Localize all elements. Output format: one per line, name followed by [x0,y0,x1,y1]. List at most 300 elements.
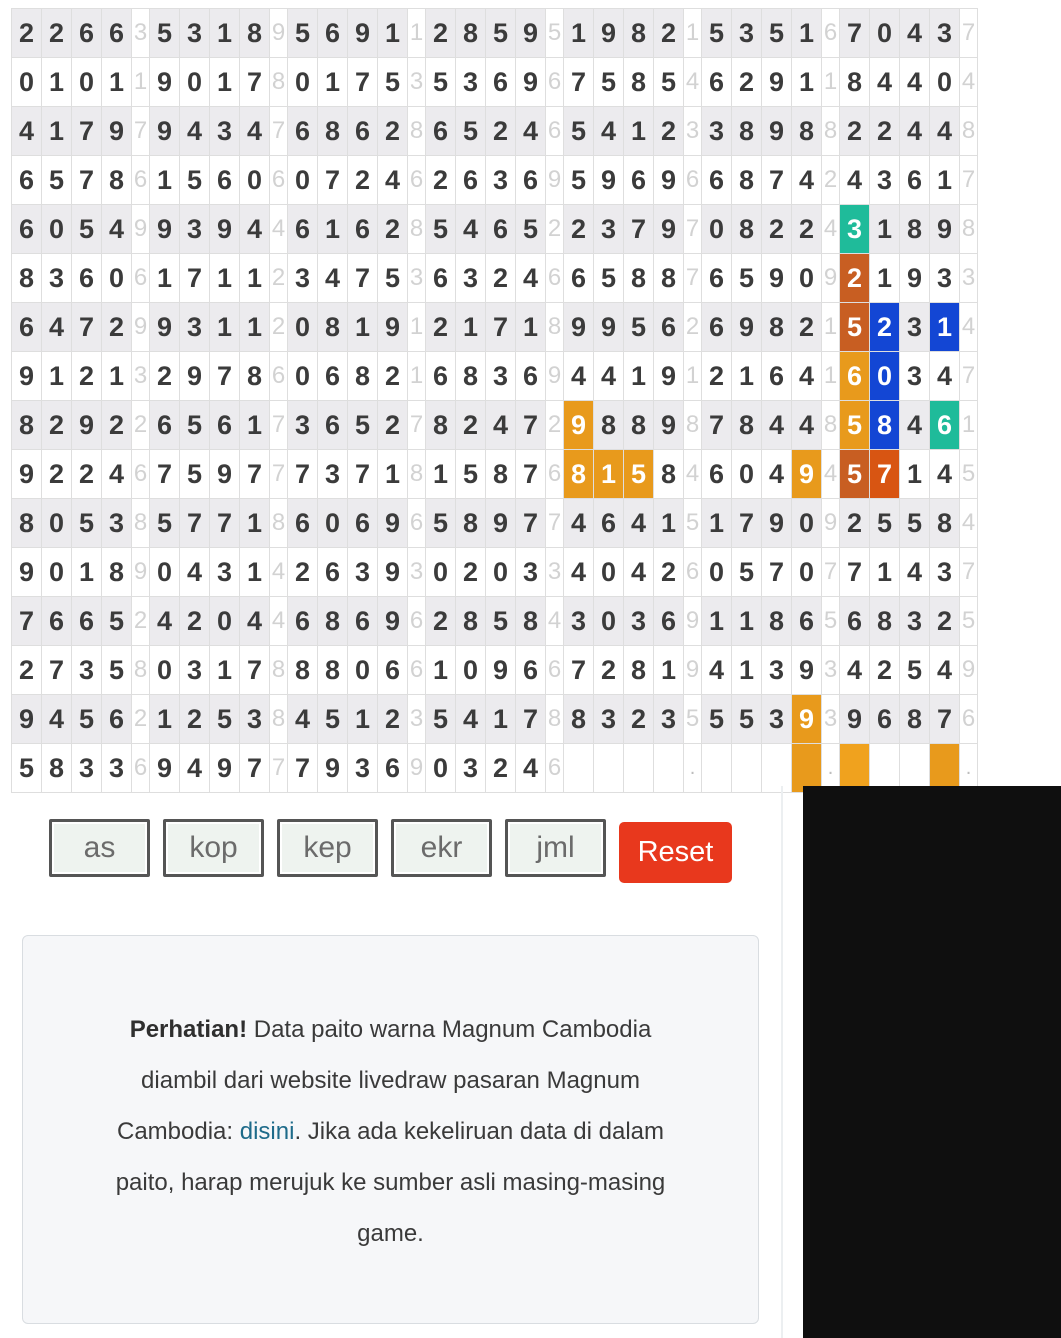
digit-cell: 9 [564,401,594,450]
digit-cell: 7 [516,401,546,450]
digit-cell: 2 [654,107,684,156]
separator-cell: 3 [408,548,426,597]
digit-cell: 4 [930,646,960,695]
digit-cell: 8 [930,499,960,548]
digit-cell: 6 [318,401,348,450]
separator-cell: 2 [270,303,288,352]
digit-cell: 2 [426,9,456,58]
digit-cell: 5 [564,156,594,205]
digit-cell: 8 [624,58,654,107]
digit-cell: 0 [240,156,270,205]
digit-cell: 6 [72,597,102,646]
digit-cell: 2 [426,597,456,646]
digit-cell: 4 [792,352,822,401]
separator-cell: 7 [684,254,702,303]
digit-cell: 5 [426,695,456,744]
digit-cell: 2 [378,205,408,254]
digit-cell: 5 [210,695,240,744]
notice-link[interactable]: disini [239,1118,295,1145]
digit-cell: 7 [624,205,654,254]
digit-cell: 9 [318,744,348,793]
digit-cell: 5 [486,9,516,58]
digit-cell: 6 [42,597,72,646]
digit-cell: 7 [72,303,102,352]
digit-cell: 8 [732,205,762,254]
digit-cell: 2 [654,548,684,597]
digit-cell: 1 [150,254,180,303]
separator-cell: 4 [546,597,564,646]
separator-cell: 7 [960,548,978,597]
separator-cell: 2 [132,597,150,646]
digit-cell: 2 [378,107,408,156]
digit-cell: 7 [516,450,546,499]
digit-cell: 0 [594,597,624,646]
digit-cell: 9 [516,9,546,58]
separator-cell: 4 [960,58,978,107]
digit-cell: 1 [318,205,348,254]
table-row [12,401,978,450]
kep-button[interactable]: kep [277,819,378,877]
digit-cell: 5 [702,695,732,744]
digit-cell: 1 [870,254,900,303]
digit-cell: 6 [702,450,732,499]
digit-cell: 1 [900,450,930,499]
digit-cell: 9 [930,205,960,254]
digit-cell: 5 [456,450,486,499]
digit-cell: 8 [516,597,546,646]
digit-cell: 9 [180,352,210,401]
separator-cell: 3 [822,646,840,695]
divider [781,786,783,1338]
digit-cell: 6 [654,597,684,646]
digit-cell: 2 [624,695,654,744]
digit-cell: 1 [624,107,654,156]
digit-cell: 6 [318,548,348,597]
digit-cell: 9 [210,450,240,499]
digit-cell: 9 [654,352,684,401]
digit-cell: 7 [564,646,594,695]
table-row [12,646,978,695]
separator-cell: 3 [132,9,150,58]
digit-cell: 8 [732,156,762,205]
digit-cell: 9 [900,254,930,303]
table-row [12,499,978,548]
separator-cell: 2 [546,205,564,254]
digit-cell: 7 [840,9,870,58]
separator-cell: 2 [822,156,840,205]
digit-cell: 9 [150,205,180,254]
digit-cell: 5 [426,58,456,107]
separator-cell: 7 [822,548,840,597]
digit-cell: 8 [594,401,624,450]
digit-cell: 9 [150,303,180,352]
digit-cell: 3 [180,646,210,695]
digit-cell: 3 [702,107,732,156]
table-row [12,352,978,401]
digit-cell: 1 [210,646,240,695]
separator-cell: 5 [822,597,840,646]
table-row [12,156,978,205]
separator-cell: 8 [132,499,150,548]
digit-cell: 4 [240,205,270,254]
digit-cell: 4 [42,303,72,352]
digit-cell: 0 [792,548,822,597]
digit-cell: 8 [762,597,792,646]
digit-cell: 1 [348,695,378,744]
digit-cell: 0 [594,548,624,597]
digit-cell: 6 [840,597,870,646]
digit-cell: 8 [624,9,654,58]
digit-cell: 2 [42,9,72,58]
digit-cell: 3 [732,9,762,58]
separator-cell: 3 [408,695,426,744]
digit-cell: 3 [102,744,132,793]
digit-cell: 8 [900,695,930,744]
digit-cell: 0 [288,352,318,401]
digit-cell: 6 [702,58,732,107]
digit-cell: 2 [102,401,132,450]
table-row [12,254,978,303]
digit-cell: 4 [288,695,318,744]
digit-cell: 9 [564,303,594,352]
digit-cell: 7 [702,401,732,450]
digit-cell: 2 [150,352,180,401]
notice-text-1: Data paito warna Magnum Cambodia diambil dari website livedraw pasaran Magnum Cambodia: [117,1016,652,1145]
digit-cell: 4 [930,450,960,499]
separator-cell: 8 [270,695,288,744]
digit-cell: 5 [594,58,624,107]
digit-cell: 6 [516,352,546,401]
separator-cell: 6 [546,58,564,107]
digit-cell: 4 [102,205,132,254]
digit-cell: 8 [318,597,348,646]
digit-cell: 6 [870,695,900,744]
black-panel [803,786,1061,1338]
separator-cell: 6 [822,9,840,58]
digit-cell: 1 [378,9,408,58]
digit-cell: 6 [624,156,654,205]
digit-cell: 1 [870,205,900,254]
digit-cell: 4 [594,107,624,156]
digit-cell: 2 [72,450,102,499]
separator-cell: 9 [960,646,978,695]
separator-cell: 4 [822,450,840,499]
separator-cell: 9 [822,254,840,303]
digit-cell: 1 [102,352,132,401]
digit-cell: 8 [624,646,654,695]
separator-cell: 9 [684,597,702,646]
digit-cell [732,744,762,793]
digit-cell: 6 [840,352,870,401]
digit-cell: 6 [288,107,318,156]
digit-cell: 4 [792,156,822,205]
digit-cell: 8 [870,401,900,450]
digit-cell: 3 [180,9,210,58]
digit-cell: 6 [378,744,408,793]
digit-cell: 8 [12,499,42,548]
digit-cell: 6 [486,205,516,254]
digit-cell: 6 [288,597,318,646]
digit-cell: 9 [12,352,42,401]
separator-cell: 7 [270,744,288,793]
digit-cell: 6 [150,401,180,450]
digit-cell: 4 [900,548,930,597]
digit-cell: 0 [12,58,42,107]
digit-cell: 9 [348,9,378,58]
separator-cell: 1 [960,401,978,450]
digit-cell: 5 [150,9,180,58]
digit-cell: 1 [150,695,180,744]
digit-cell: 3 [288,254,318,303]
digit-cell: 8 [456,352,486,401]
digit-cell: 4 [456,205,486,254]
digit-cell: 5 [72,499,102,548]
digit-cell: 4 [900,107,930,156]
table-row [12,695,978,744]
digit-cell: 1 [210,303,240,352]
separator-cell: 7 [546,499,564,548]
reset-button[interactable]: Reset [619,822,732,883]
digit-cell: 5 [426,499,456,548]
digit-cell: 2 [378,695,408,744]
digit-cell: 1 [930,156,960,205]
digit-cell: 8 [624,401,654,450]
digit-cell: 7 [930,695,960,744]
digit-cell: 8 [654,254,684,303]
digit-cell: 5 [180,450,210,499]
digit-cell: 2 [426,156,456,205]
separator-cell: 8 [822,107,840,156]
digit-cell: 3 [72,744,102,793]
separator-cell: 7 [270,450,288,499]
digit-cell: 0 [150,548,180,597]
digit-cell: 4 [42,695,72,744]
digit-cell: 0 [150,646,180,695]
separator-cell: 6 [132,156,150,205]
digit-cell: 2 [486,744,516,793]
digit-cell: 3 [210,107,240,156]
digit-cell: 6 [12,156,42,205]
digit-cell: 2 [426,303,456,352]
digit-cell: 5 [426,205,456,254]
separator-cell: 9 [132,303,150,352]
digit-cell: 8 [654,450,684,499]
separator-cell: 5 [960,450,978,499]
digit-cell: 9 [762,254,792,303]
separator-cell: 5 [546,9,564,58]
as-button[interactable]: as [49,819,150,877]
digit-cell: 8 [240,352,270,401]
digit-cell [762,744,792,793]
digit-cell: 5 [456,107,486,156]
table-row [12,107,978,156]
digit-cell: 3 [210,548,240,597]
digit-cell: 2 [792,303,822,352]
digit-cell: 7 [516,695,546,744]
digit-cell: 5 [594,254,624,303]
digit-cell: 9 [12,450,42,499]
digit-cell: 1 [426,450,456,499]
digit-cell: 1 [456,303,486,352]
table-row [12,205,978,254]
digit-cell: 2 [12,646,42,695]
separator-cell: 9 [546,352,564,401]
digit-cell: 9 [150,744,180,793]
digit-cell: 8 [456,597,486,646]
digit-cell: 5 [378,254,408,303]
digit-cell: 3 [900,303,930,352]
separator-cell: 8 [546,303,564,352]
digit-cell: 0 [42,499,72,548]
digit-cell: 5 [348,401,378,450]
separator-cell: 1 [408,9,426,58]
digit-cell: 8 [456,9,486,58]
digit-cell [654,744,684,793]
separator-cell: 3 [960,254,978,303]
digit-cell: 2 [792,205,822,254]
digit-cell: 1 [792,58,822,107]
separator-cell: 8 [270,499,288,548]
digit-cell: 7 [240,646,270,695]
separator-cell: 6 [132,254,150,303]
digit-cell: 7 [210,352,240,401]
separator-cell: 3 [822,695,840,744]
digit-cell: 6 [348,205,378,254]
digit-cell: 0 [702,548,732,597]
digit-cell: 1 [240,401,270,450]
separator-cell: 8 [408,205,426,254]
separator-cell: 3 [408,58,426,107]
digit-cell: 7 [72,107,102,156]
separator-cell: 7 [960,156,978,205]
digit-cell: 2 [378,352,408,401]
separator-cell: 6 [960,695,978,744]
digit-cell: 6 [72,9,102,58]
separator-cell: 8 [546,695,564,744]
digit-cell: 0 [42,205,72,254]
digit-cell: 3 [456,744,486,793]
digit-cell: 1 [654,499,684,548]
notice-text-2: . Jika ada kekeliruan data di dalam paito, harap merujuk ke sumber asli masing-masing game. [115,1118,666,1247]
digit-cell: 6 [930,401,960,450]
digit-cell: 0 [792,254,822,303]
digit-cell: 9 [792,695,822,744]
digit-cell: 6 [348,597,378,646]
digit-cell: 5 [102,646,132,695]
digit-cell: 3 [348,548,378,597]
digit-cell: 1 [702,597,732,646]
digit-cell: 9 [792,646,822,695]
digit-cell: 5 [12,744,42,793]
digit-cell: 4 [900,58,930,107]
digit-cell: 6 [12,303,42,352]
digit-cell: 5 [318,695,348,744]
digit-cell: 7 [288,450,318,499]
ekr-button[interactable]: ekr [391,819,492,877]
separator-cell: 4 [822,205,840,254]
digit-cell: 4 [150,597,180,646]
digit-cell: 0 [426,744,456,793]
separator-cell: 4 [270,205,288,254]
table-row [12,597,978,646]
digit-cell: 0 [288,58,318,107]
digit-cell: 2 [840,107,870,156]
digit-cell: 8 [624,254,654,303]
digit-cell: 9 [378,548,408,597]
digit-cell: 4 [762,450,792,499]
digit-cell: 0 [318,499,348,548]
digit-cell: 1 [378,450,408,499]
separator-cell: 6 [408,597,426,646]
digit-cell: 8 [12,254,42,303]
digit-cell: 2 [870,107,900,156]
digit-cell: 2 [72,352,102,401]
digit-cell: 5 [42,156,72,205]
separator-cell: 1 [822,352,840,401]
digit-cell: 8 [318,303,348,352]
digit-cell: 6 [102,9,132,58]
digit-cell: 1 [210,58,240,107]
digit-cell: 4 [792,401,822,450]
kop-button[interactable]: kop [163,819,264,877]
digit-cell: 4 [840,646,870,695]
digit-cell: 0 [732,450,762,499]
digit-cell: 3 [594,695,624,744]
table-row [12,450,978,499]
digit-cell: 4 [900,401,930,450]
digit-cell: 3 [180,303,210,352]
digit-cell: 8 [900,205,930,254]
digit-cell: 4 [240,107,270,156]
separator-cell: 9 [546,156,564,205]
digit-cell: 7 [72,156,102,205]
digit-cell: 1 [594,450,624,499]
separator-cell: 4 [960,499,978,548]
digit-cell: 5 [72,695,102,744]
separator-cell: 1 [408,352,426,401]
separator-cell: 6 [546,450,564,499]
separator-cell: 7 [960,352,978,401]
digit-cell: 2 [702,352,732,401]
digit-cell: 3 [870,156,900,205]
digit-cell: 6 [348,107,378,156]
digit-cell: 0 [72,58,102,107]
separator-cell: 1 [822,58,840,107]
digit-cell: 4 [564,352,594,401]
digit-cell: 4 [564,548,594,597]
digit-cell: 4 [930,352,960,401]
digit-cell: 8 [456,499,486,548]
digit-cell: 1 [240,548,270,597]
digit-cell: 3 [840,205,870,254]
separator-cell: 6 [132,450,150,499]
digit-cell: 8 [102,156,132,205]
digit-cell: 5 [180,156,210,205]
separator-cell: 8 [822,401,840,450]
digit-cell: 9 [210,744,240,793]
separator-cell: 5 [960,597,978,646]
separator-cell: 6 [408,646,426,695]
digit-cell: 7 [288,744,318,793]
digit-cell: 1 [426,646,456,695]
digit-cell: 8 [288,646,318,695]
digit-cell: 4 [378,156,408,205]
digit-cell: 4 [180,548,210,597]
digit-cell: 9 [840,695,870,744]
jml-button[interactable]: jml [505,819,606,877]
digit-cell: 2 [594,646,624,695]
digit-cell: 0 [930,58,960,107]
